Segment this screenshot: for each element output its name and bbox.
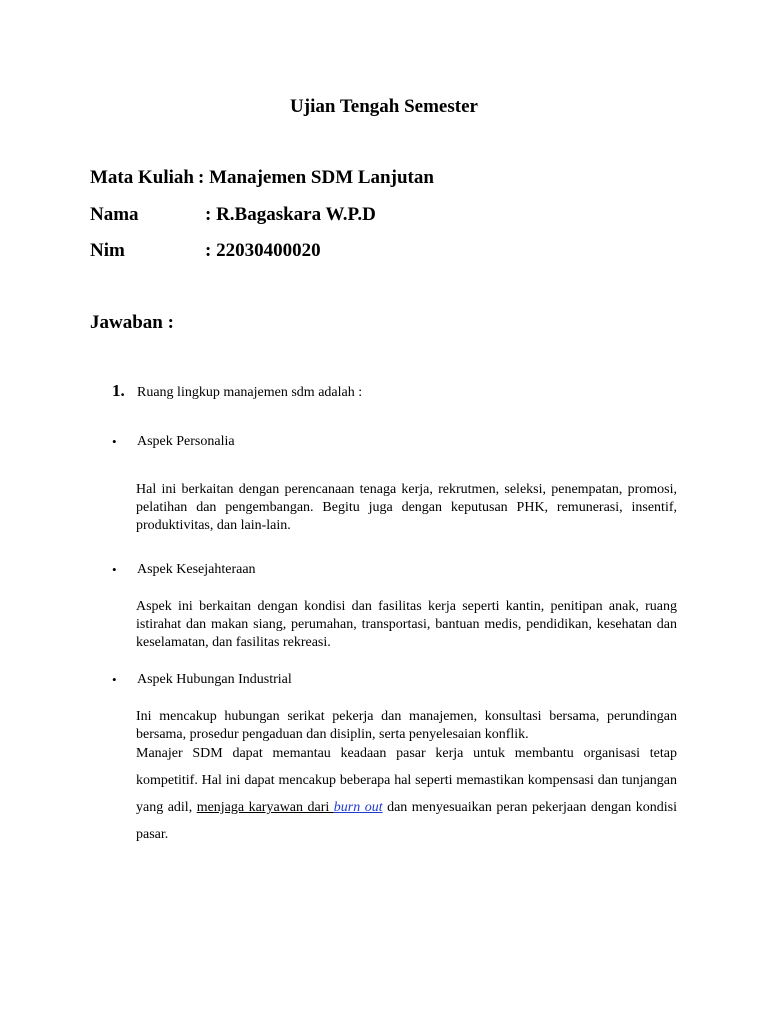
info-row-nim xyxy=(90,240,321,262)
underlined-phrase: menjaga karyawan dari xyxy=(196,800,334,815)
aspect-title-kesejahteraan: Aspek Kesejahteraan xyxy=(137,562,256,577)
answer-heading: Jawaban : xyxy=(90,312,174,333)
info-value-name: R.Bagaskara W.P.D xyxy=(216,204,376,225)
aspect-description-personalia: Hal ini berkaitan dengan perencanaan tenaga kerja, rekrutmen, seleksi, penempatan, promosi, pelatihan dan pengembangan. Begitu juga dengan keputusan PHK, remunerasi, insentif, produktivitas, dan lain-lain. xyxy=(136,482,677,533)
info-value-nim: 22030400020 xyxy=(216,240,321,261)
bullet-icon: • xyxy=(112,672,117,687)
aspect-description-hubungan-industrial: Ini mencakup hubungan serikat pekerja dan manajemen, konsultasi bersama, perundingan bersama, prosedur pengaduan dan disiplin, serta penyelesaian konflik. xyxy=(136,709,677,742)
info-label-nim: Nim xyxy=(90,240,125,261)
question-number: 1. xyxy=(112,381,125,400)
question-text: Ruang lingkup manajemen sdm adalah : xyxy=(137,385,363,400)
burn-out-link[interactable]: burn out xyxy=(333,800,383,815)
aspect-title-hubungan-industrial: Aspek Hubungan Industrial xyxy=(137,672,292,687)
info-row-name xyxy=(90,204,376,226)
info-separator: : xyxy=(205,240,212,261)
document-title: Ujian Tengah Semester xyxy=(290,96,478,117)
bullet-icon: • xyxy=(112,562,117,577)
info-value-course: Manajemen SDM Lanjutan xyxy=(209,167,434,188)
aspect-title-personalia: Aspek Personalia xyxy=(137,434,235,449)
closing-text-before: Manajer SDM dapat memantau keadaan pasar kerja untuk membantu organisasi tetap kompetitif. Hal ini dapat mencakup beberapa hal seperti memastikan kompensasi dan tunjangan yang adil, xyxy=(136,746,677,815)
info-row-course xyxy=(90,167,434,189)
closing-paragraph xyxy=(136,740,677,848)
bullet-icon: • xyxy=(112,434,117,449)
info-separator: : xyxy=(205,204,212,225)
closing-text-after: dan menyesuaikan peran pekerjaan dengan kondisi pasar. xyxy=(136,800,677,842)
info-label-name: Nama xyxy=(90,204,139,225)
info-label-course: Mata Kuliah xyxy=(90,167,194,188)
info-separator: : xyxy=(197,167,205,188)
aspect-description-kesejahteraan: Aspek ini berkaitan dengan kondisi dan fasilitas kerja seperti kantin, penitipan anak, ruang istirahat dan makan siang, perumahan, transportasi, bantuan medis, pendidikan, kesehatan dan keselamatan, dan fasilitas rekreasi. xyxy=(136,599,677,650)
